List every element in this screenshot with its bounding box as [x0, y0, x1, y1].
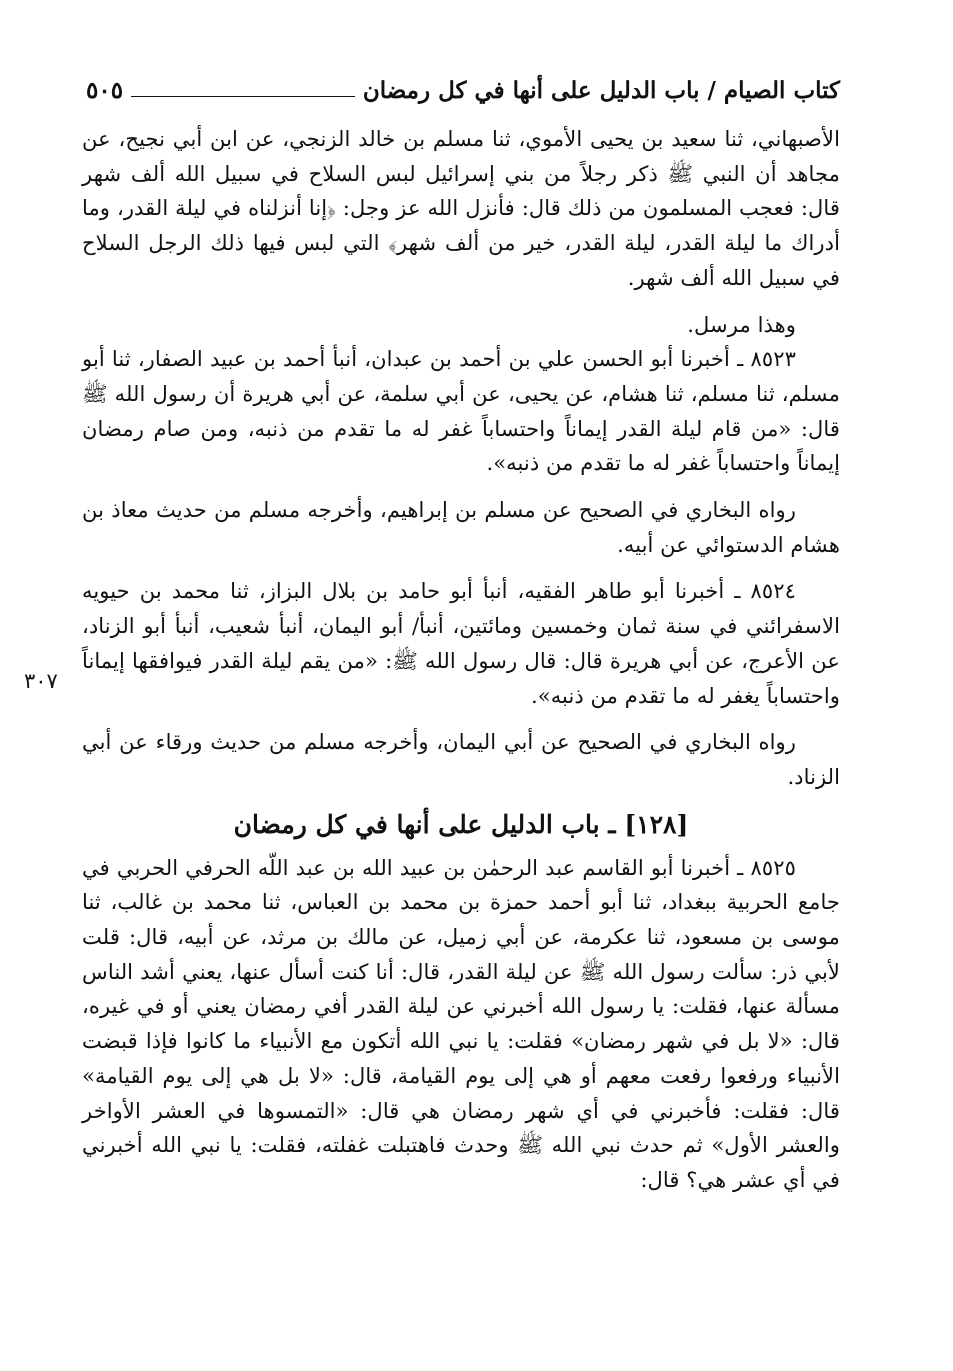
page-number: ٥٠٥ [86, 77, 124, 104]
hadith-8525: ٨٥٢٥ ـ أخبرنا أبو القاسم عبد الرحمٰن بن عبيد الله بن عبد اللّه الحرفي الحربي في جامع الحربية ببغداد، ثنا أبو أحمد حمزة بن محمد بن العباس، ثنا محمد بن غالب، ثنا موسى بن مسعود، ثنا عكرمة، عن أبي زميل، عن مالك بن مرثد، عن أبيه، قال: قلت لأبي ذر: سألت رسول الله ﷺ عن ليلة القدر، قال: أنا كنت أسأل عنها، يعني أشد الناس مسألة عنها، فقلت: يا رسول الله أخبرني عن ليلة القدر أفي رمضان يعني أو في غيره، قال: «لا بل في شهر رمضان» فقلت: يا نبي الله أتكون مع الأنبياء ما كانوا فإذا قبضت الأنبياء ورفعوا رفعت معهم أو هي إلى يوم القيامة، قال: «لا بل هي إلى يوم القيامة» قال: فقلت: فأخبرني في أي شهر رمضان هي قال: «التمسوها في العشر الأواخر والعشر الأول» ثم حدث نبي الله ﷺ وحدث فاهتبلت غفلته، فقلت: يا نبي الله أخبرني في أي عشر هي؟ قال: [82, 854, 840, 1192]
chapter-heading: [١٢٨] ـ باب الدليل على أنها في كل رمضان [233, 809, 689, 839]
hadith-8523: ٨٥٢٣ ـ أخبرنا أبو الحسن علي بن أحمد بن عبدان، أنبأ أحمد بن عبيد الصفار، ثنا أبو مسلم، ثنا مسلم، ثنا هشام، عن يحيى، عن أبي سلمة، عن أبي هريرة أن رسول الله ﷺ قال: «من قام ليلة القدر إيماناً واحتساباً غفر له ما تقدم من ذنبه، ومن صام رمضان إيماناً واحتساباً غفر له ما تقدم من ذنبه». [82, 346, 840, 476]
paragraph: وهذا مرسل. [687, 311, 796, 337]
hadith-8524: ٨٥٢٤ ـ أخبرنا أبو طاهر الفقيه، أنبأ أبو حامد بن بلال البزاز، ثنا محمد بن حيويه الاسفرائني في سنة ثمان وخمسين ومائتين، أنبأ/ أبو اليمان، أنبأ شعيب، أنبأ أبو الزناد، عن الأعرج، عن أبي هريرة قال: قال رسول الله ﷺ: «من يقم ليلة القدر فيوافقها إيماناً واحتساباً يغفر له ما تقدم من ذنبه». [82, 578, 840, 708]
margin-page-reference: ٣٠٧ [24, 669, 58, 693]
header-rule [131, 96, 355, 97]
paragraph: رواه البخاري في الصحيح عن مسلم بن إبراهيم، وأخرجه مسلم من حديث معاذ بن هشام الدستوائي عن أبيه. [82, 497, 840, 557]
paragraph: رواه البخاري في الصحيح عن أبي اليمان، وأخرجه مسلم من حديث ورقاء عن أبي الزناد. [82, 729, 840, 789]
header-title: كتاب الصيام / باب الدليل على أنها في كل رمضان [362, 77, 840, 104]
running-header [86, 66, 840, 106]
paragraph: الأصبهاني، ثنا سعيد بن يحيى الأموي، ثنا مسلم بن خالد الزنجي، عن ابن أبي نجيح، عن مجاهد أن النبي ﷺ ذكر رجلاً من بني إسرائيل لبس السلاح في سبيل الله ألف شهر قال: فعجب المسلمون من ذلك قال: فأنزل الله عز وجل: ﴿إنا أنزلناه في ليلة القدر، وما أدراك ما ليلة القدر، ليلة القدر، خير من ألف شهر﴾ التي لبس فيها ذلك الرجل السلاح في سبيل الله ألف شهر. [82, 126, 840, 290]
main-text [82, 122, 840, 1198]
